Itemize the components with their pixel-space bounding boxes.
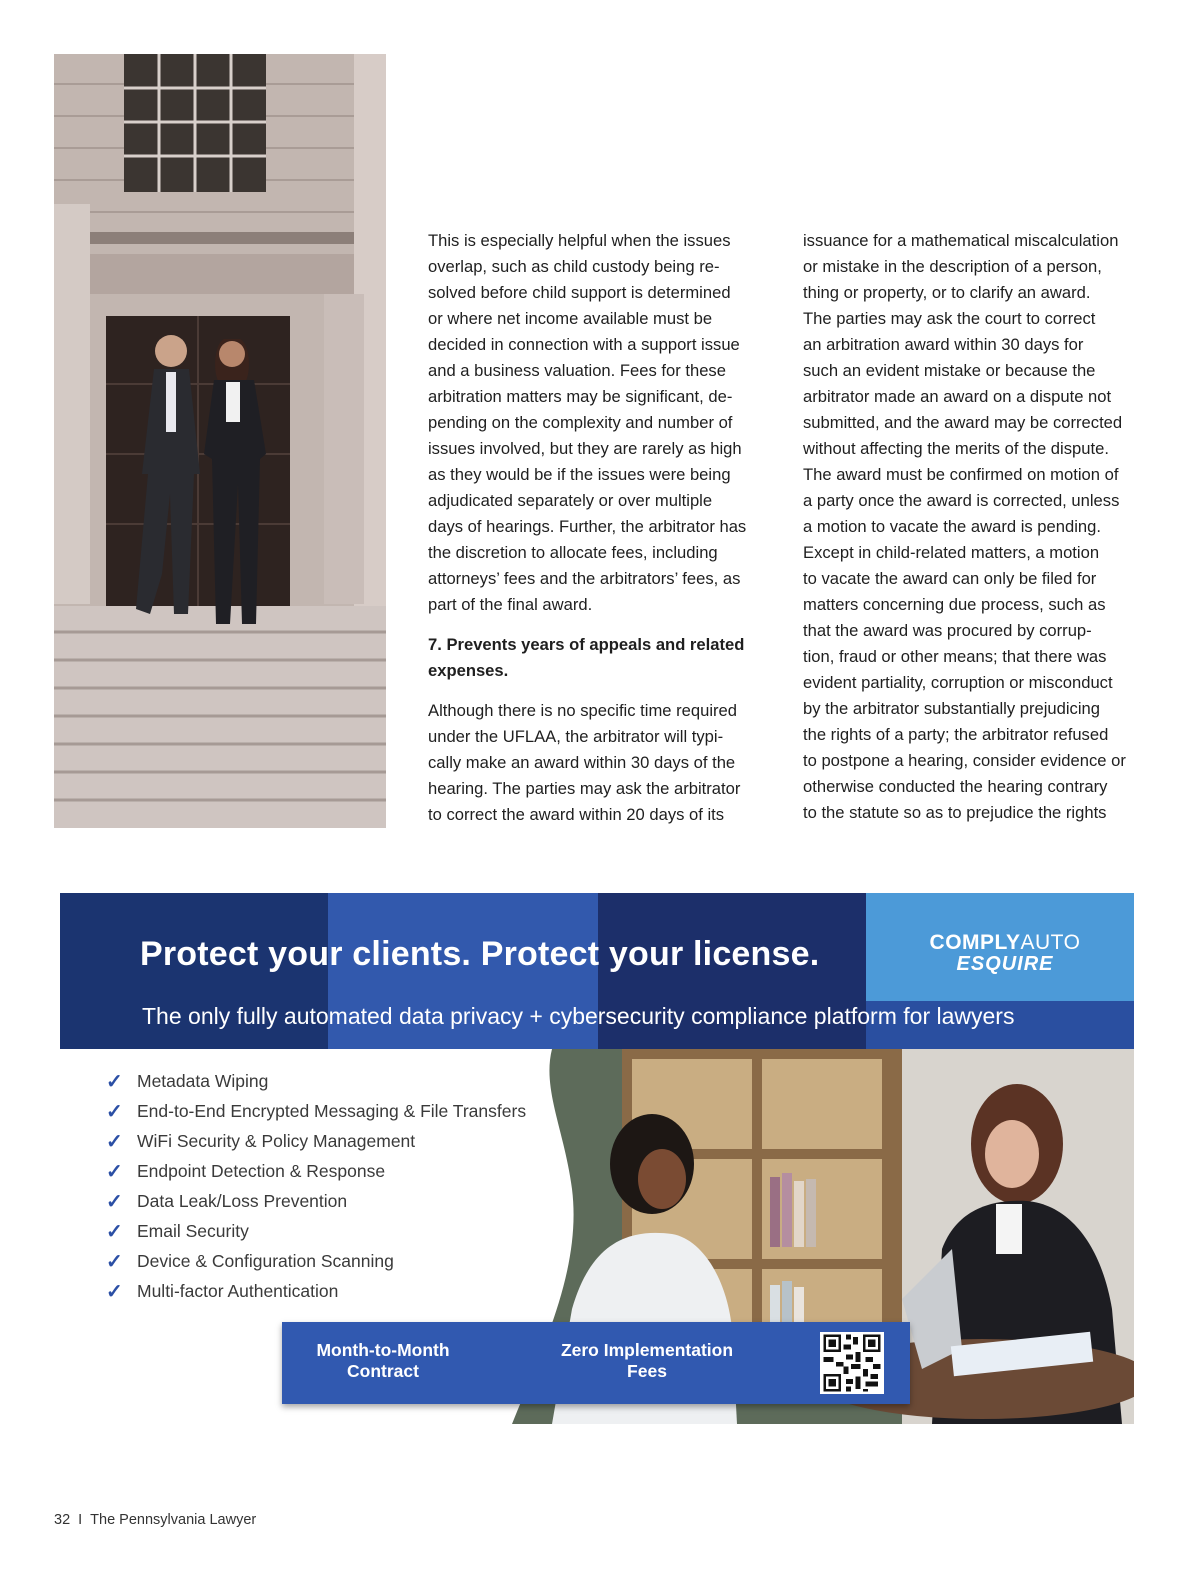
checkmark-icon: ✓ [106,1100,123,1123]
logo-subtext: ESQUIRE [956,953,1054,975]
checkmark-icon: ✓ [106,1190,123,1213]
complyauto-advertisement [60,893,1134,1424]
cta-zero-fees[interactable]: Zero Implementation Fees [560,1340,734,1381]
feature-list [106,1066,526,1306]
checkmark-icon: ✓ [106,1280,123,1303]
logo-text-thin: AUTO [1020,931,1081,954]
ad-subhead: The only fully automated data privacy + cybersecurity compliance platform for lawyers [142,1003,1015,1029]
publication-name: The Pennsylvania Lawyer [90,1512,257,1528]
feature-label: Device & Configuration Scanning [137,1250,394,1271]
page-number: 32 [54,1512,71,1528]
complyauto-logo [905,931,1105,976]
article-paragraph: Although there is no specific time required under the UFLAA, the arbitrator will typi- cally make an award within 30 days of the hearing. The parties may ask the arbitrator to correct the award within 20 days of its [428,701,741,824]
qr-code-icon[interactable] [820,1332,884,1394]
feature-item [106,1216,526,1246]
article-paragraph: This is especially helpful when the issues overlap, such as child custody being re- solved before child support is determined or where net income available must be decided in connection with a support issue and a business valuation. Fees for these arbitration matters may be significant, de- pending on the complexity and number of issues involved, but they are rarely as high as they would be if the issues were being adjudicated separately or over multiple days of hearings. Further, the arbitrator has the discretion to allocate fees, including attorneys’ fees and the arbitrators’ fees, as part of the final award. [428,231,747,614]
checkmark-icon: ✓ [106,1130,123,1153]
feature-label: End-to-End Encrypted Messaging & File Transfers [137,1100,527,1121]
feature-label: WiFi Security & Policy Management [137,1130,416,1151]
feature-label: Endpoint Detection & Response [137,1160,386,1181]
article-subheading: 7. Prevents years of appeals and related expenses. [428,635,745,680]
feature-label: Email Security [137,1220,249,1241]
article-paragraph: issuance for a mathematical miscalculation or mistake in the description of a person, thing or property, or to clarify an award. The parties may ask the court to correct an arbitration award within 30 days for such an evident mistake or because the arbitrator made an award on a dispute not submitted, and the award may be corrected without affecting the merits of the dispute. The award must be confirmed on motion of a party once the award is corrected, unless a motion to vacate the award is pending. Except in child-related matters, a motion to vacate the award can only be filed for matters concerning due process, such as that the award was procured by corrup- tion, fraud or other means; that there was evident partiality, corruption or misconduct by the arbitrator substantially prejudicing the rights of a party; the arbitrator refused to postpone a hearing, consider evidence or otherwise conducted the hearing contrary to the statute so as to prejudice the rights [803,231,1126,822]
ad-cta-bar [282,1322,910,1404]
feature-item [106,1156,526,1186]
ad-headline: Protect your clients. Protect your license. [140,935,820,973]
cta-month-to-month: Month-to-Month Contract [316,1340,450,1381]
checkmark-icon: ✓ [106,1250,123,1273]
checkmark-icon: ✓ [106,1160,123,1183]
footer-separator: I [78,1512,83,1528]
feature-label: Multi-factor Authentication [137,1280,339,1301]
feature-label: Metadata Wiping [137,1070,269,1091]
courthouse-photo [54,54,386,828]
ad-banner [60,893,1134,1049]
feature-item [106,1246,526,1276]
feature-item [106,1066,526,1096]
feature-item [106,1186,526,1216]
feature-item [106,1126,526,1156]
logo-text-bold: COMPLY [929,931,1021,954]
feature-label: Data Leak/Loss Prevention [137,1190,348,1211]
page-footer [54,1512,256,1528]
checkmark-icon: ✓ [106,1070,123,1093]
feature-item [106,1276,526,1306]
article-column-2 [803,228,1138,840]
feature-item [106,1096,526,1126]
checkmark-icon: ✓ [106,1220,123,1243]
article-column-1 [428,228,763,842]
